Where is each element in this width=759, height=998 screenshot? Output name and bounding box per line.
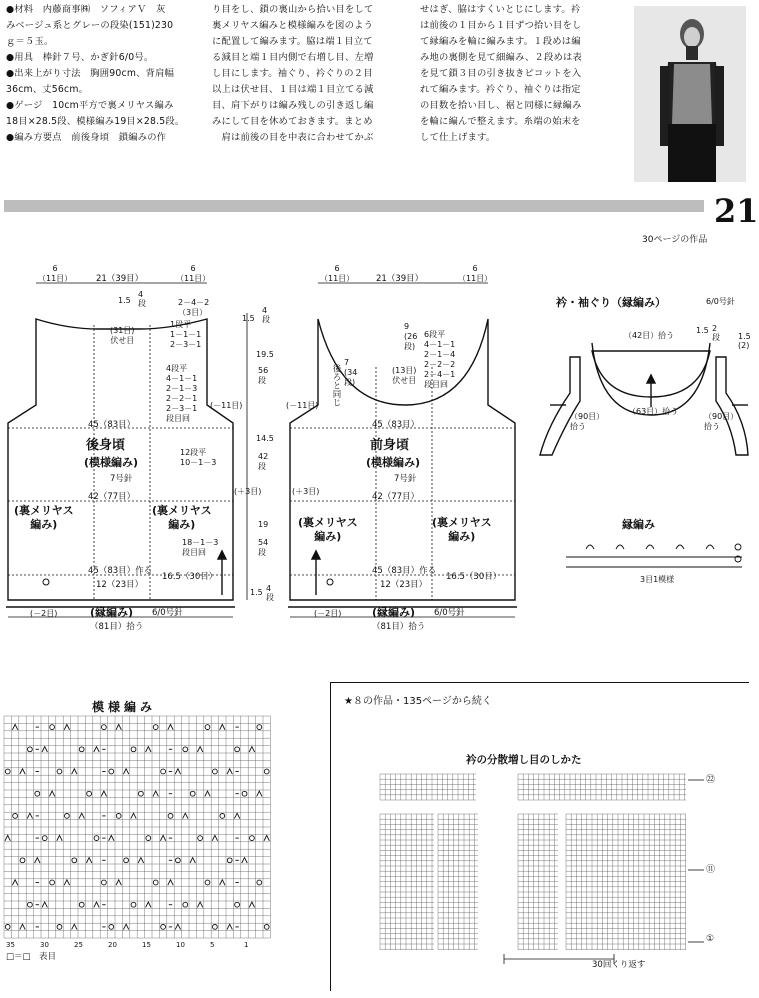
front-shoulder-left: 6 （11目） (320, 264, 355, 283)
collar-v2: 2 段 (712, 324, 720, 342)
back-top-width: 21（39目） (96, 274, 144, 284)
back-minus11: (－11目) (210, 401, 243, 410)
pattern-row-number: 30 (40, 941, 49, 949)
front-w12: 12（23目） (380, 580, 428, 590)
front-neck: (13目) 伏せ目 (392, 366, 417, 385)
back-title: 後身頃 (86, 438, 126, 453)
side-v4b: 4 段 (266, 584, 274, 602)
intro-line: て縁編みを輪に編みます。１段めは編 (420, 36, 581, 47)
front-top-width: 21（39目） (376, 274, 424, 284)
armhole-left (540, 357, 580, 455)
front-cut: 7 (34 段) (344, 358, 358, 387)
back-side-inc2: 18－1－3 段目回 (182, 538, 219, 557)
intro-line: み地の裏側を見て細編み、２段めは表 (420, 52, 583, 63)
front-same: 後ろと同じ (331, 364, 341, 407)
collar-increase-chart (378, 772, 734, 968)
side-v195: 19.5 (256, 350, 274, 359)
collar-v15: 1.5 (696, 326, 709, 335)
collar-v15r: 1.5 (2) (738, 332, 751, 350)
back-shoulder-right: 6 （11目） (176, 264, 211, 283)
collar-pick90r: （90目） 拾う (704, 412, 739, 431)
continuation-title: 衿の分散増し目のしかた (466, 754, 582, 766)
intro-line: ●出来上がり寸法 胸囲90cm、背肩幅 (6, 68, 175, 79)
pattern-row-number: 5 (210, 941, 215, 949)
intro-line: ｇ＝５玉。 (6, 36, 54, 47)
back-rev-left: (裏メリヤス 編み) (14, 504, 74, 531)
intro-line: り目をし、鎖の裏山から拾い目をして (212, 4, 374, 15)
front-hem-needle: 6/0号針 (434, 608, 465, 618)
front-nv: 9 (26 段) (404, 322, 418, 351)
pattern-title: 模様編み (92, 700, 157, 714)
back-neck-dec: 1段平 1－1－1 2－3－1 (170, 320, 202, 349)
intro-line: し目にします。袖ぐり、衿ぐりの２目 (212, 68, 373, 79)
intro-line: して仕上げます。 (420, 132, 496, 143)
intro-col-3 (420, 2, 620, 146)
intro-line: ●編み方要点 前後身頃 鎖編みの作 (6, 132, 167, 143)
pattern-row-number: 15 (142, 941, 151, 949)
pattern-row-number: 35 (6, 941, 15, 949)
pattern-legend: □＝□ 表目 (6, 952, 57, 962)
front-needle: 7号針 (394, 474, 417, 484)
intro-line: 18目×28.5段、模様編み19目×28.5段。 (6, 116, 185, 127)
collar-title: 衿・袖ぐり（縁編み） (556, 296, 666, 309)
intro-line: ●材料 内藤商事㈱ ソフィアＶ 灰 (6, 4, 166, 15)
side-v15b: 1.5 (250, 588, 263, 597)
back-hem: (縁編み) (90, 606, 134, 619)
repeat-note: 30回くり返す (592, 960, 646, 970)
mark-11: ⑪ (706, 865, 716, 875)
back-rev-right: (裏メリヤス 編み) (152, 504, 212, 531)
back-shoulder-left: 6 （11目） (38, 264, 73, 283)
side-v54: 54 段 (258, 538, 269, 557)
back-w12: 12（23目） (96, 580, 144, 590)
back-minus2: (－2目) (30, 609, 58, 618)
intro-line: 以上は伏せ目、１目は端１目立てる減 (212, 84, 374, 95)
side-v145: 14.5 (256, 434, 274, 443)
front-neck-dec: 6段平 4－1－1 2－1－4 2－2－2 2－4－1 段目回 (424, 330, 456, 389)
work-ref: 30ページの作品 (642, 235, 708, 245)
back-w42: 42（77目） (88, 492, 136, 502)
collar-pick63: （63目）拾う (628, 407, 679, 416)
front-shoulder-right: 6 （11目） (458, 264, 493, 283)
front-sub: (模様編み) (366, 456, 421, 469)
armhole-right (716, 357, 748, 455)
intro-line: の目数を拾い目し、裾と同様に縁編み (420, 100, 582, 111)
intro-line: れて編みます。衿ぐり、袖ぐりは指定 (420, 84, 581, 95)
intro-line: 36cm、丈56cm。 (6, 84, 89, 95)
intro-line: ●ゲージ 10cm平方で裏メリヤス編み (6, 100, 174, 111)
back-sh-dec: 2－4－2 （3目） (178, 298, 210, 317)
back-side-inc: 12段平 10－1－3 (180, 448, 217, 467)
pattern-chart (4, 716, 274, 949)
side-v15a: 1.5 (242, 314, 255, 323)
back-sub: (模様編み) (84, 456, 139, 469)
continuation-note: ★８の作品・135ページから続く (344, 696, 492, 707)
back-w165: 16.5（30目） (162, 572, 218, 582)
back-w45: 45（83目） (88, 420, 136, 430)
front-minus2: (－2目) (314, 609, 342, 618)
pattern-row-number: 25 (74, 941, 83, 949)
intro-col-1 (6, 2, 204, 146)
intro-line: を見て鎖３目の引き抜きピコットを入 (420, 68, 582, 79)
back-hem-needle: 6/0号針 (152, 608, 183, 618)
collar-needle: 6/0号針 (706, 297, 735, 306)
mark-1: ① (706, 934, 715, 944)
front-w45: 45（83目） (372, 420, 420, 430)
front-w42: 42（77目） (372, 492, 420, 502)
back-hem-w: （81目）拾う (90, 622, 144, 632)
front-hem-w: （81目）拾う (372, 622, 426, 632)
back-needle: 7号針 (110, 474, 133, 484)
front-rev-right: (裏メリヤス 編み) (432, 516, 492, 543)
intro-line: に配置して編みます。脇は端１目立て (212, 36, 373, 47)
pattern-row-number: 1 (244, 941, 249, 949)
intro-line: 肩は前後の目を中表に合わせてかぶ (212, 132, 374, 143)
side-v42: 42 段 (258, 452, 269, 471)
side-v56: 56 段 (258, 366, 269, 385)
pattern-row-number: 20 (108, 941, 117, 949)
edge-repeat: 3目1模様 (640, 575, 675, 584)
intro-line: は前後の１目から１目ずつ拾い目をし (420, 20, 582, 31)
front-w165: 16.5（30目） (446, 572, 502, 582)
front-w45b: 45（83目）作る (372, 566, 437, 576)
mark-22: ㉒ (706, 775, 716, 785)
intro-line: せはぎ、脇はすくいとじにします。衿 (420, 4, 581, 15)
edge-stitch-chart (566, 544, 742, 567)
back-v15: 1.5 (118, 296, 131, 305)
intro-col-2 (212, 2, 410, 146)
front-rev-left: (裏メリヤス 編み) (298, 516, 358, 543)
edge-title: 縁編み (622, 518, 655, 531)
page-number: 21 (714, 192, 759, 230)
front-minus11: (－11目) (286, 401, 319, 410)
back-v4: 4 段 (138, 290, 146, 308)
intro-line: 目、肩下がりは編み残しの引き返し編 (212, 100, 374, 111)
front-plus3: (＋3目) (292, 487, 320, 496)
intro-line: みにして目を休めておきます。まとめ (212, 116, 373, 127)
intro-line: を輪に編んで整えます。糸端の始末を (420, 116, 581, 127)
intro-line: みベージュ系とグレーの段染(151)230 (6, 20, 174, 31)
model-photo (634, 6, 746, 182)
side-v19: 19 (258, 520, 269, 529)
intro-line: る減目と端１目内側で右増し目、左増 (212, 52, 374, 63)
collar-pick90l: （90目） 拾う (570, 412, 605, 431)
divider-bar (4, 200, 704, 212)
collar-pick42: （42目）拾う (624, 331, 675, 340)
pattern-row-number: 10 (176, 941, 185, 949)
intro-line: ●用具 棒針７号、かぎ針6/0号。 (6, 52, 154, 63)
side-v4a: 4 段 (262, 306, 270, 324)
back-arm-dec: 4段平 4－1－1 2－1－3 2－2－1 2－3－1 段目回 (166, 364, 198, 423)
front-title: 前身頃 (370, 438, 410, 453)
back-plus3: (＋3目) (234, 487, 262, 496)
back-neck: (31目) 伏せ目 (110, 326, 135, 345)
front-hem: (縁編み) (372, 606, 416, 619)
intro-line: 裏メリヤス編みと模様編みを図のよう (212, 20, 374, 31)
back-w45b: 45（83目）作る (88, 566, 153, 576)
